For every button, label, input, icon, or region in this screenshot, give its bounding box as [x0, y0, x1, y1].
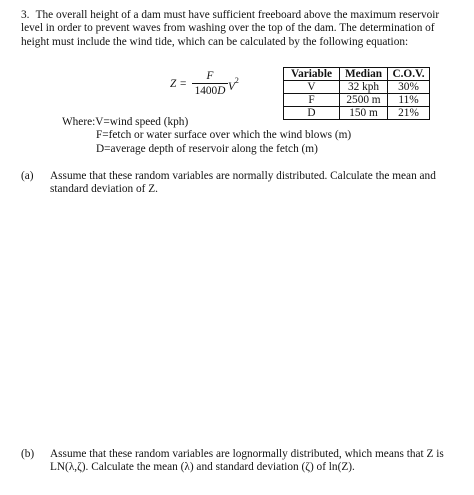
denominator-coefficient: 1400 [194, 85, 218, 97]
definition-wind-speed: Where:V=wind speed (kph) [62, 116, 189, 128]
wind-tide-equation [170, 70, 280, 104]
part-b-label: (b) [21, 448, 35, 460]
cell-variable: V [284, 81, 340, 94]
cell-median: 2500 m [340, 94, 388, 107]
part-a-text: Assume that these random variables are normally distributed. Calculate the mean and standard deviation of Z. [50, 170, 436, 196]
fraction-bar [192, 83, 228, 84]
equation-equals: = [180, 78, 187, 90]
equation-factor-variable: V [228, 80, 235, 93]
part-a-label: (a) [21, 170, 34, 182]
part-a [21, 170, 459, 197]
definition-fetch: F=fetch or water surface over which the wind blows (m) [96, 129, 352, 142]
problem-number: 3. [21, 9, 30, 21]
denominator-variable: D [217, 85, 226, 97]
cell-cov: 11% [388, 94, 430, 107]
equation-fraction [192, 70, 228, 97]
table-row [284, 94, 430, 107]
equation-numerator: F [206, 70, 214, 82]
variables-table [283, 67, 430, 120]
equation-lhs: Z [170, 78, 177, 90]
cell-median: 150 m [340, 107, 388, 120]
cell-variable: F [284, 94, 340, 107]
equation-exponent: 2 [234, 76, 239, 85]
cell-median: 32 kph [340, 81, 388, 94]
cell-cov: 30% [388, 81, 430, 94]
table-header-row [284, 68, 430, 81]
cell-cov: 21% [388, 107, 430, 120]
variable-definitions [62, 116, 351, 156]
definition-depth: D=average depth of reservoir along the fetch (m) [96, 142, 318, 155]
equation-denominator [192, 85, 228, 97]
equation-factor [228, 78, 239, 93]
problem-intro-text: The overall height of a dam must have sufficient freeboard above the maximum reservoir level in order to prevent waves from washing over the top of the dam. The determination of height must include the wind tide, which can be calculated by the following equation: [21, 9, 440, 48]
problem-statement [21, 9, 461, 49]
part-b [21, 448, 459, 475]
header-median: Median [340, 68, 388, 81]
part-b-text: Assume that these random variables are lognormally distributed, which means that Z is LN(λ,ζ). Calculate the mean (λ) and standard deviation (ζ) of ln(Z). [50, 448, 444, 474]
header-cov: C.O.V. [388, 68, 430, 81]
header-variable: Variable [284, 68, 340, 81]
table-row [284, 81, 430, 94]
cell-variable: D [284, 107, 340, 120]
